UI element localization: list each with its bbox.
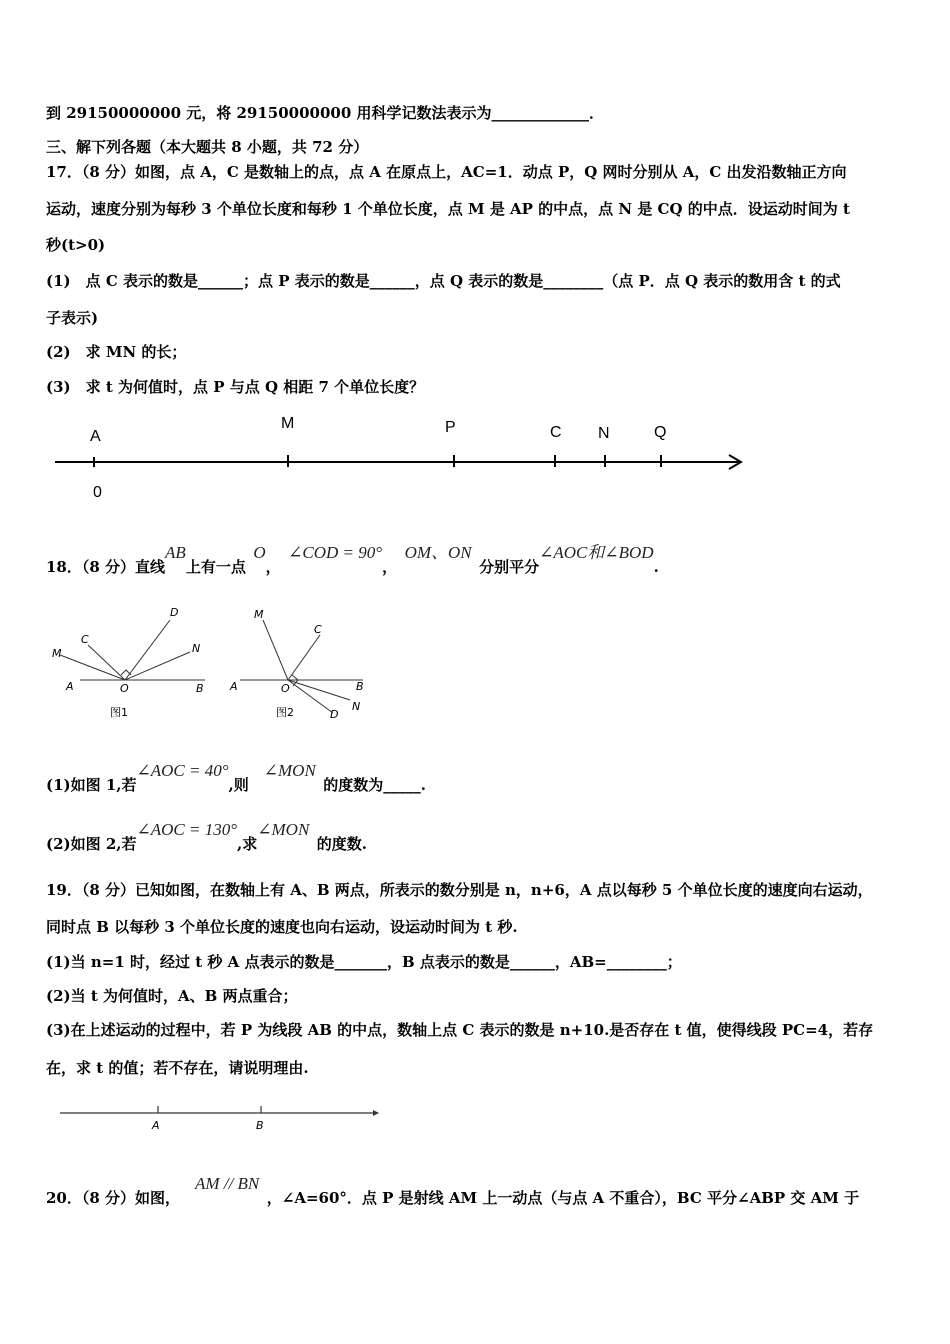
q20-text: ，∠A=60°．点 P 是射线 AM 上一动点（与点 A 不重合），BC 平分∠ABP 交 AM 于 bbox=[266, 1189, 860, 1207]
q19-part-2: (2)当 t 为何值时，A、B 两点重合； bbox=[46, 987, 298, 1005]
label-A: A bbox=[152, 1119, 160, 1132]
label-origin: 0 bbox=[93, 484, 102, 501]
label-O: O bbox=[281, 682, 290, 695]
math-angle-mon: ∠MON bbox=[257, 820, 310, 839]
q18-figure-1 bbox=[50, 600, 220, 730]
q18-figure-2 bbox=[228, 600, 388, 730]
q18-2-prefix: (2)如图 2,若 bbox=[46, 835, 137, 853]
q20-line bbox=[46, 1174, 860, 1208]
q18-1-prefix: (1)如图 1,若 bbox=[46, 776, 137, 794]
q17-line-2: 运动，速度分别为每秒 3 个单位长度和每秒 1 个单位长度，点 M 是 AP 的中点，点 N 是 CQ 的中点．设运动时间为 t bbox=[46, 200, 850, 218]
math-ab: AB bbox=[165, 543, 186, 562]
label-A: A bbox=[230, 680, 238, 693]
math-angle-mon: ∠MON bbox=[263, 761, 316, 780]
label-N: N bbox=[192, 642, 201, 655]
q18-text: 上有一点 bbox=[185, 558, 246, 576]
q17-line-1: 17．（8 分）如图，点 A，C 是数轴上的点，点 A 在原点上，AC=1．动点 P，Q 网时分别从 A，C 出发沿数轴正方向 bbox=[46, 163, 847, 181]
label-Q: Q bbox=[654, 424, 667, 441]
label-B: B bbox=[196, 682, 204, 695]
math-angle-aoc: ∠AOC = 130° bbox=[136, 820, 238, 839]
label-N: N bbox=[598, 425, 610, 442]
label-N: N bbox=[352, 700, 361, 713]
label-B: B bbox=[356, 680, 364, 693]
label-C: C bbox=[550, 424, 562, 441]
label-M: M bbox=[52, 647, 62, 660]
q17-line-3: 秒(t>0) bbox=[46, 236, 106, 254]
q18-2-post: 的度数. bbox=[316, 835, 368, 853]
math-am-parallel-bn: AM // BN bbox=[195, 1174, 260, 1193]
q18-1-mid: ,则 bbox=[228, 776, 249, 794]
label-P: P bbox=[445, 419, 456, 436]
math-angle-cod: ∠COD = 90° bbox=[288, 543, 383, 562]
punct: ， bbox=[265, 558, 281, 576]
label-B: B bbox=[256, 1119, 264, 1132]
section-heading: 三、解下列各题（本大题共 8 小题，共 72 分） bbox=[46, 138, 369, 156]
label-M: M bbox=[254, 608, 264, 621]
punct: ， bbox=[382, 558, 398, 576]
q18-part-1 bbox=[46, 761, 427, 795]
label-C: C bbox=[81, 633, 89, 646]
math-om-on: OM、ON bbox=[404, 543, 472, 562]
line-fill-blank: 到 29150000000 元，将 29150000000 用科学记数法表示为_____________． bbox=[46, 104, 605, 122]
q17-part-2: (2) 求 MN 的长； bbox=[46, 343, 187, 361]
math-angles: ∠AOC和∠BOD bbox=[539, 543, 654, 562]
label-D: D bbox=[330, 708, 339, 721]
math-o: O bbox=[253, 543, 266, 562]
q18-text: 分别平分 bbox=[479, 558, 540, 576]
q17-part-1-cont: 子表示) bbox=[46, 309, 99, 327]
q17-number-line-figure bbox=[40, 405, 760, 505]
q19-part-1: (1)当 n=1 时，经过 t 秒 A 点表示的数是_______，B 点表示的数是______，AB=________； bbox=[46, 953, 682, 971]
math-angle-aoc: ∠AOC = 40° bbox=[136, 761, 229, 780]
q19-part-3-cont: 在，求 t 的值；若不存在，请说明理由. bbox=[46, 1059, 309, 1077]
q19-line-1: 19．（8 分）已知如图，在数轴上有 A、B 两点，所表示的数分别是 n，n+6，A 点以每秒 5 个单位长度的速度向右运动， bbox=[46, 881, 873, 899]
label-M: M bbox=[281, 415, 295, 432]
q18-prefix: 18．（8 分）直线 bbox=[46, 558, 166, 576]
punct: . bbox=[653, 558, 659, 576]
q19-number-line-figure bbox=[55, 1100, 385, 1140]
q17-part-1: (1) 点 C 表示的数是______；点 P 表示的数是______，点 Q 表示的数是________（点 P．点 Q 表示的数用含 t 的式 bbox=[46, 272, 841, 290]
label-A: A bbox=[90, 428, 101, 445]
q18-1-post: 的度数为_____. bbox=[323, 776, 427, 794]
q18-2-mid: ,求 bbox=[237, 835, 258, 853]
label-A: A bbox=[66, 680, 74, 693]
figure-caption: 图2 bbox=[276, 706, 294, 719]
label-C: C bbox=[314, 623, 322, 636]
q20-prefix: 20．（8 分）如图， bbox=[46, 1189, 181, 1207]
q19-line-2: 同时点 B 以每秒 3 个单位长度的速度也向右运动，设运动时间为 t 秒. bbox=[46, 918, 518, 936]
q17-part-3: (3) 求 t 为何值时，点 P 与点 Q 相距 7 个单位长度？ bbox=[46, 378, 425, 396]
figure-caption: 图1 bbox=[110, 706, 128, 719]
q19-part-3: (3)在上述运动的过程中，若 P 为线段 AB 的中点，数轴上点 C 表示的数是 n+10.是否存在 t 值，使得线段 PC=4，若存 bbox=[46, 1021, 874, 1039]
q18-line bbox=[46, 543, 659, 577]
q18-part-2 bbox=[46, 820, 368, 854]
label-D: D bbox=[170, 606, 179, 619]
label-O: O bbox=[120, 682, 129, 695]
